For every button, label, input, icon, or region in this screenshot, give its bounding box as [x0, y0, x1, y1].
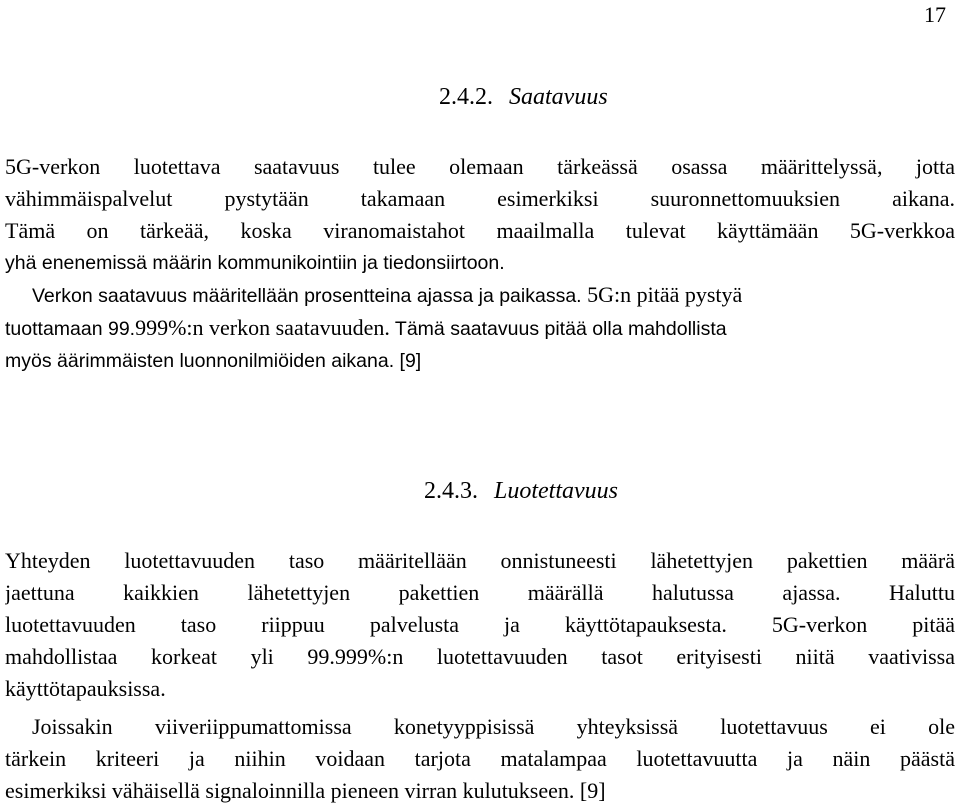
text-line: 5G:n pitää pystyä — [581, 282, 743, 307]
text-line: tuottamaan 99. — [5, 318, 136, 340]
section-number: 2.4.3. — [424, 478, 478, 504]
text-line: 999%:n verkon saatavuuden. — [135, 315, 390, 340]
text-line: mahdollistaa korkeat yli 99.999%:n luotettavuuden tasot erityisesti niitä vaativissa — [5, 644, 955, 669]
section-number: 2.4.2. — [439, 84, 493, 110]
text-line: luotettavuuden taso riippuu palvelusta ja käyttötapauksesta. 5G-verkon pitää — [5, 612, 955, 637]
text-line: Verkon saatavuus määritellään prosentteina ajassa ja paikassa. — [32, 285, 582, 307]
text-line: myös äärimmäisten luonnonilmiöiden aikana. [9] — [5, 350, 422, 372]
paragraph-luotettavuus-1 — [5, 545, 955, 705]
text-line: jaettuna kaikkien lähetettyjen pakettien määrällä halutussa ajassa. Haluttu — [5, 580, 955, 605]
section-title: Luotettavuus — [494, 478, 618, 504]
text-line: 5G-verkon luotettava saatavuus tulee olemaan tärkeässä osassa määrittelyssä, jotta — [5, 154, 955, 179]
section-heading-luotettavuus — [424, 478, 618, 505]
text-line: esimerkiksi vähäisellä signaloinnilla pieneen virran kulutukseen. [9] — [5, 778, 606, 803]
page-number: 17 — [924, 2, 946, 27]
text-line: käyttötapauksissa. — [5, 676, 166, 701]
text-line: tärkein kriteeri ja niihin voidaan tarjota matalampaa luotettavuutta ja näin päästä — [5, 746, 955, 771]
text-line: Joissakin viiveriippumattomissa konetyyppisissä yhteyksissä luotettavuus ei ole — [32, 714, 955, 739]
section-title: Saatavuus — [509, 84, 608, 110]
text-line: Yhteyden luotettavuuden taso määritellään onnistuneesti lähetettyjen pakettien määrä — [5, 548, 955, 573]
text-line: vähimmäispalvelut pystytään takamaan esimerkiksi suuronnettomuuksien aikana. — [5, 186, 955, 211]
text-line: yhä enenemissä määrin kommunikointiin ja tiedonsiirtoon. — [5, 252, 505, 274]
section-heading-saatavuus — [439, 84, 608, 111]
text-line: Tämä saatavuus pitää olla mahdollista — [389, 318, 727, 340]
paragraph-luotettavuus-2 — [5, 711, 955, 807]
text-line: Tämä on tärkeää, koska viranomaistahot maailmalla tulevat käyttämään 5G-verkkoa — [5, 218, 955, 243]
paragraph-saatavuus — [5, 151, 955, 377]
